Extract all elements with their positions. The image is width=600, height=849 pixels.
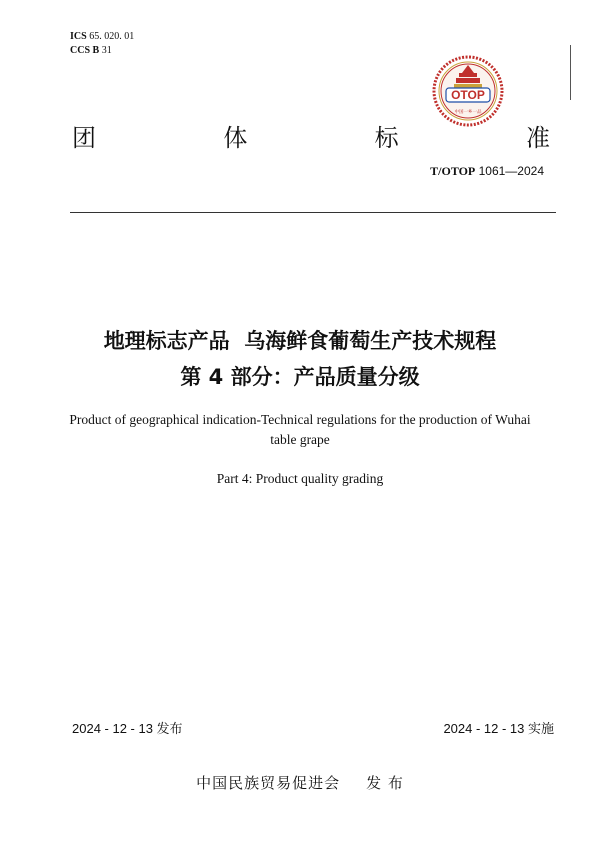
standard-type-char: 准 xyxy=(525,124,550,152)
title-cn-line1: 地理标志产品 乌海鲜食葡萄生产技术规程 xyxy=(103,329,497,353)
part-subtitle-en: Part 4: Product quality grading xyxy=(216,471,384,486)
otop-logo xyxy=(432,55,504,127)
title-en xyxy=(40,410,560,450)
ics-value: 65. 020. 01 xyxy=(89,31,135,42)
standard-type-char: 团 xyxy=(72,124,96,152)
standard-type-char: 标 xyxy=(374,124,399,152)
classification-codes xyxy=(70,30,134,58)
standard-type-char: 体 xyxy=(223,124,248,152)
standard-type-heading xyxy=(72,118,550,153)
standard-code-prefix: T/OTOP xyxy=(430,164,476,178)
issuer-action: 发 布 xyxy=(366,774,404,792)
implement-date: 2024 - 12 - 13 实施 xyxy=(443,721,554,736)
title-cn-line2: 第 4 部分：产品质量分级 xyxy=(180,365,420,389)
ics-label: ICS xyxy=(70,31,87,42)
logo-small-text: 中国一乡一品 xyxy=(454,110,482,115)
ccs-value: 31 xyxy=(101,45,112,56)
issuer xyxy=(0,772,600,793)
ccs-label: CCS B xyxy=(70,45,100,56)
standard-code xyxy=(430,164,544,179)
publish-date: 2024 - 12 - 13 发布 xyxy=(72,721,183,736)
header-divider xyxy=(70,212,556,213)
standard-code-number: 1061—2024 xyxy=(478,164,544,178)
issuer-name: 中国民族贸易促进会 xyxy=(196,774,341,792)
logo-text: OTOP xyxy=(451,88,485,102)
page-edge-mark xyxy=(570,45,571,100)
title-en-line2: table grape xyxy=(270,432,330,447)
title-en-line1: Product of geographical indication-Technical regulations for the production of Wuhai xyxy=(69,412,531,427)
